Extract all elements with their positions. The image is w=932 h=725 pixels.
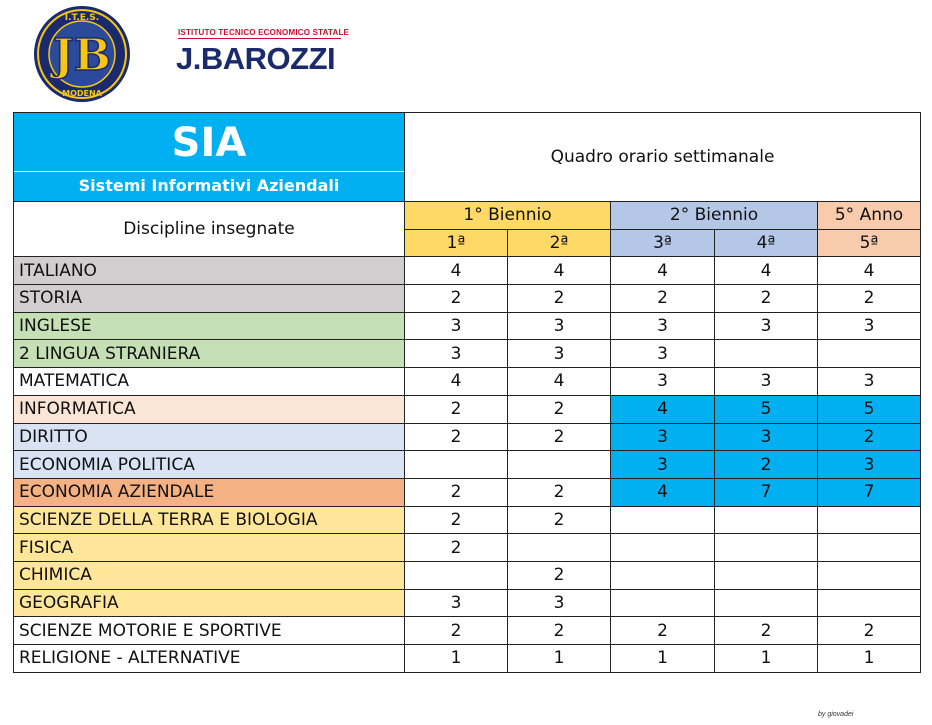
hours-cell: 4 [611,257,715,285]
hours-cell [818,561,921,589]
hours-cell: 2 [405,478,508,506]
table-row [14,534,921,562]
subject-name: SCIENZE DELLA TERRA E BIOLOGIA [14,506,405,534]
hours-cell: 2 [405,395,508,423]
hours-cell: 2 [818,285,921,313]
table-row [14,340,921,368]
hours-cell: 2 [715,451,818,479]
table-row [14,451,921,479]
table-row [14,285,921,313]
hours-cell: 4 [715,257,818,285]
subject-name: SCIENZE MOTORIE E SPORTIVE [14,617,405,645]
hours-cell: 2 [508,285,611,313]
hours-cell: 3 [611,451,715,479]
course-name: Sistemi Informativi Aziendali [14,171,404,200]
subject-name: FISICA [14,534,405,562]
subject-name: MATEMATICA [14,368,405,396]
hours-cell [818,340,921,368]
table-row [14,478,921,506]
table-row [14,506,921,534]
year-header: 4ª [715,229,818,257]
hours-cell: 3 [611,312,715,340]
hours-cell: 2 [508,478,611,506]
hours-cell: 5 [715,395,818,423]
hours-cell: 1 [611,645,715,673]
hours-cell: 2 [405,534,508,562]
school-logo [32,4,132,104]
hours-cell: 4 [818,257,921,285]
subject-name: STORIA [14,285,405,313]
schedule-title-cell [405,113,921,202]
table-row [14,645,921,673]
school-name: J.BAROZZI [176,41,336,76]
hours-cell: 2 [405,506,508,534]
subject-name: DIRITTO [14,423,405,451]
logo-top-text: I.T.E.S. [64,13,100,23]
table-row [14,395,921,423]
table-row [14,423,921,451]
subject-name: ECONOMIA AZIENDALE [14,478,405,506]
course-header-cell [14,113,405,202]
hours-cell [611,589,715,617]
hours-cell: 2 [611,285,715,313]
hours-cell: 3 [818,368,921,396]
hours-cell [818,589,921,617]
hours-cell [405,561,508,589]
hours-cell: 2 [508,423,611,451]
hours-cell: 1 [715,645,818,673]
timetable [13,112,921,673]
hours-cell: 3 [611,423,715,451]
subject-name: ITALIANO [14,257,405,285]
subject-name: CHIMICA [14,561,405,589]
hours-cell [508,534,611,562]
hours-cell: 7 [715,478,818,506]
group-header-biennio2: 2° Biennio [611,202,818,230]
subject-name: GEOGRAFIA [14,589,405,617]
hours-cell: 2 [508,617,611,645]
hours-cell: 2 [405,423,508,451]
hours-cell [611,534,715,562]
hours-cell: 3 [818,451,921,479]
logo-letters: JB [52,30,112,81]
hours-cell: 3 [508,340,611,368]
hours-cell: 3 [611,340,715,368]
school-type-label: ISTITUTO TECNICO ECONOMICO STATALE [178,28,350,37]
table-row [14,368,921,396]
hours-cell: 3 [715,423,818,451]
hours-cell [715,534,818,562]
hours-cell: 5 [818,395,921,423]
subject-name: ECONOMIA POLITICA [14,451,405,479]
hours-cell: 3 [715,368,818,396]
hours-cell: 2 [405,617,508,645]
hours-cell: 2 [508,395,611,423]
hours-cell: 2 [715,285,818,313]
hours-cell [715,561,818,589]
hours-cell: 4 [405,368,508,396]
school-rule-divider [178,38,341,39]
hours-cell [818,534,921,562]
table-row [14,617,921,645]
hours-cell [508,451,611,479]
hours-cell: 2 [818,423,921,451]
hours-cell: 3 [715,312,818,340]
year-header: 2ª [508,229,611,257]
hours-cell: 2 [508,506,611,534]
hours-cell [611,506,715,534]
logo-bottom-text: MODENA [62,89,102,98]
hours-cell: 3 [818,312,921,340]
hours-cell: 1 [508,645,611,673]
hours-cell: 7 [818,478,921,506]
table-row [14,312,921,340]
subject-name: RELIGIONE - ALTERNATIVE [14,645,405,673]
hours-cell [715,340,818,368]
subjects-header: Discipline insegnate [14,202,405,257]
year-header: 3ª [611,229,715,257]
group-header-biennio1: 1° Biennio [405,202,611,230]
hours-cell: 4 [508,257,611,285]
hours-cell [715,589,818,617]
hours-cell [611,561,715,589]
group-header-quinto: 5° Anno [818,202,921,230]
hours-cell: 3 [508,589,611,617]
hours-cell: 2 [405,285,508,313]
year-header: 5ª [818,229,921,257]
hours-cell: 1 [405,645,508,673]
hours-cell: 4 [508,368,611,396]
hours-cell [715,506,818,534]
credit-text: by giovadei [818,711,854,718]
hours-cell: 3 [508,312,611,340]
hours-cell: 3 [405,589,508,617]
hours-cell: 4 [611,478,715,506]
hours-cell: 4 [405,257,508,285]
subject-name: INGLESE [14,312,405,340]
year-header: 1ª [405,229,508,257]
hours-cell: 3 [405,340,508,368]
hours-cell [818,506,921,534]
hours-cell: 2 [715,617,818,645]
course-code: SIA [171,120,247,166]
hours-cell: 3 [611,368,715,396]
hours-cell: 3 [405,312,508,340]
table-row [14,589,921,617]
hours-cell: 2 [818,617,921,645]
hours-cell: 1 [818,645,921,673]
subject-name: 2 LINGUA STRANIERA [14,340,405,368]
subject-name: INFORMATICA [14,395,405,423]
hours-cell [405,451,508,479]
schedule-title: Quadro orario settimanale [550,147,775,167]
hours-cell: 2 [508,561,611,589]
table-row [14,561,921,589]
table-row [14,257,921,285]
hours-cell: 4 [611,395,715,423]
hours-cell: 2 [611,617,715,645]
